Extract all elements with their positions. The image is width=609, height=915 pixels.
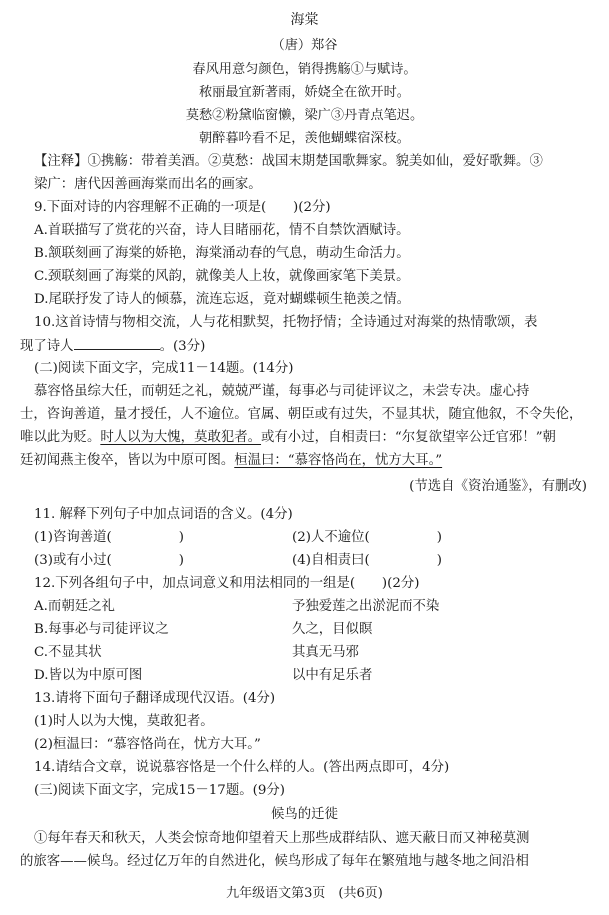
question-13-item: (2)桓温曰：“慕容恪尚在，忧方大耳。” (34, 737, 261, 752)
question-12-row-d (0, 667, 609, 684)
option-right: 予独爱莲之出淤泥而不染 (292, 599, 440, 614)
poem-note: 梁广：唐代因善画海棠而出名的画家。 (34, 177, 262, 192)
section-3-heading: (三)阅读下面文字，完成15－17题。(9分) (34, 783, 285, 798)
question-9-option-a: A.首联描写了赏花的兴奋，诗人目睹丽花，情不自禁饮酒赋诗。 (34, 223, 410, 238)
question-9-option-d: D.尾联抒发了诗人的倾慕，流连忘返，竟对蝴蝶顿生艳羡之情。 (34, 292, 411, 307)
poem-line: 莫愁②粉黛临窗懒，梁广③丹青点笔迟。 (185, 108, 424, 123)
question-10-line2 (0, 337, 609, 355)
question-14-stem: 14.请结合文章，说说慕容恪是一个什么样的人。(答出两点即可，4分) (34, 760, 450, 775)
article-line: 的旅客——候鸟。经过亿万年的自然进化，候鸟形成了每年在繁殖地与越冬地之间沿相 (20, 854, 529, 869)
option-right: 以中有足乐者 (292, 668, 373, 683)
question-12-row-b (0, 621, 609, 638)
poem-line: 朝醉暮吟看不足，羡他蝴蝶宿深枝。 (199, 131, 410, 146)
option-left: A.而朝廷之礼 (34, 599, 115, 614)
option-right: 其真无马邪 (292, 645, 359, 660)
poem-author: （唐）郑谷 (271, 38, 338, 53)
passage-line: 士，咨询善道，量才授任，人不逾位。官属、朝臣或有过失，不显其状，随宜他叙，不令失伦， (20, 407, 583, 422)
section-2-heading: (二)阅读下面文字，完成11－14题。(14分) (34, 361, 294, 376)
question-11-row (0, 552, 609, 569)
poem-line: 春风用意匀颜色，销得携觞①与赋诗。 (192, 62, 417, 77)
option-right: 久之，目似瞑 (292, 622, 373, 637)
passage-line (0, 452, 609, 469)
question-9-option-c: C.颈联刻画了海棠的风韵，就像美人上妆，就像画家笔下美景。 (34, 269, 410, 284)
passage-line: 慕容恪虽综大任，而朝廷之礼，兢兢严谨，每事必与司徒评议之，未尝专决。虚心持 (34, 384, 530, 399)
passage-line (0, 429, 609, 446)
question-12-stem: 12.下列各组句子中，加点词意义和用法相同的一组是( )(2分) (34, 576, 420, 591)
answer-blank[interactable] (74, 337, 160, 350)
question-12-row-c (0, 644, 609, 661)
passage-source: (节选自《资治通鉴》，有删改) (409, 479, 587, 494)
poem-title: 海棠 (290, 12, 319, 28)
question-11-item: (1)咨询善道( ) (34, 530, 184, 545)
option-left: B.每事必与司徒评议之 (34, 622, 169, 637)
option-left: D.皆以为中原可图 (34, 668, 143, 683)
poem-note: 【注释】①携觞：带着美酒。②莫愁：战国末期楚国歌舞家。貌美如仙，爱好歌舞。③ (34, 154, 543, 169)
question-10-suffix: 。(3分) (159, 339, 206, 354)
question-11-item: (3)或有小过( ) (34, 553, 184, 568)
passage-text: 或有小过，自相责曰：“尔复欲望宰公迁官邪！”朝 (261, 430, 556, 445)
question-9-option-b: B.颔联刻画了海棠的娇艳，海棠涌动春的气息，萌动生命活力。 (34, 246, 410, 261)
question-13-item: (1)时人以为大愧，莫敢犯者。 (34, 714, 214, 729)
passage-text: 廷初闻燕主俊卒，皆以为中原可图。 (20, 453, 235, 468)
article-line: ①每年春天和秋天，人类会惊奇地仰望着天上那些成群结队、遮天蔽日而又神秘莫测 (34, 831, 530, 846)
question-10-line1: 10.这首诗情与物相交流，人与花相默契，托物抒情；全诗通过对海棠的热情歌颂，表 (34, 315, 538, 330)
underlined-sentence: 桓温曰：“慕容恪尚在，忧方大耳。” (234, 453, 443, 468)
option-left: C.不显其状 (34, 645, 102, 660)
poem-line: 秾丽最宜新著雨，娇娆全在欲开时。 (199, 85, 410, 100)
page-footer: 九年级语文第3页 (共6页) (226, 886, 383, 901)
question-10-prefix: 现了诗人 (20, 339, 74, 354)
question-13-stem: 13.请将下面句子翻译成现代汉语。(4分) (34, 691, 276, 706)
underlined-sentence: 时人以为大愧，莫敢犯者。 (100, 430, 262, 445)
question-9-stem: 9.下面对诗的内容理解不正确的一项是( )(2分) (34, 200, 331, 215)
passage-text: 唯以此为贬。 (20, 430, 101, 445)
question-11-item: (2)人不逾位( ) (292, 530, 442, 545)
question-11-item: (4)自相责曰( ) (292, 553, 442, 568)
article-title: 候鸟的迁徙 (271, 807, 338, 822)
question-11-stem: 11. 解释下列句子中加点词语的含义。(4分) (34, 507, 293, 522)
question-12-row-a (0, 598, 609, 615)
question-11-row (0, 529, 609, 546)
